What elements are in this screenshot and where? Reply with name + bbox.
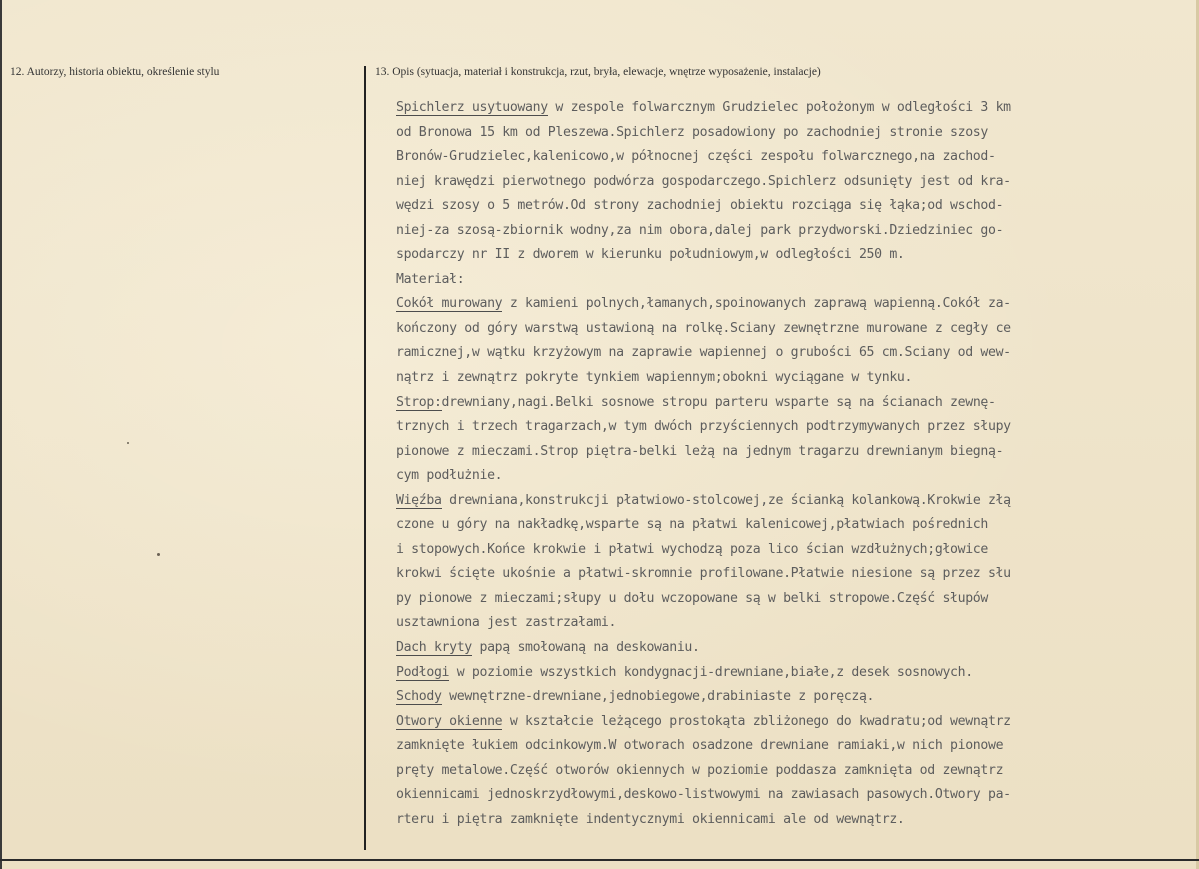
description-line <box>396 440 1186 465</box>
line-text: ramicznej,w wątku krzyżowym na zaprawie wapiennej o grubości 65 cm.Sciany od wew- <box>396 345 1011 361</box>
line-text: wewnętrzne-drewniane,jednobiegowe,drabiniaste z poręczą. <box>441 689 875 705</box>
description-line <box>396 145 1186 170</box>
description-line <box>396 170 1186 195</box>
line-text: i stopowych.Końce krokwie i płatwi wychodzą poza lico ścian wzdłużnych;głowice <box>396 541 988 557</box>
line-text: py pionowe z mieczami;słupy u dołu wczopowane są w belki stropowe.Część słupów <box>396 590 988 606</box>
description-line <box>396 341 1186 366</box>
description-line <box>396 513 1186 538</box>
description-line <box>396 243 1186 268</box>
underlined-heading: Podłogi <box>396 664 450 680</box>
underlined-heading: Otwory okienne <box>396 713 503 729</box>
line-text: usztawniona jest zastrzałami. <box>396 615 617 631</box>
line-text: Materiał: <box>396 271 465 287</box>
line-text: nątrz i zewnątrz pokryte tynkiem wapiennym;obokni wyciągane w tynku. <box>396 370 913 386</box>
description-line <box>396 194 1186 219</box>
line-text: niej-za szosą-zbiornik wodny,za nim obora,dalej park przydworski.Dziedziniec go- <box>396 222 1004 238</box>
description-line <box>396 292 1186 317</box>
description-line <box>396 710 1186 735</box>
description-line <box>396 759 1186 784</box>
description-line <box>396 219 1186 244</box>
description-line <box>396 636 1186 661</box>
description-line <box>396 391 1186 416</box>
description-line <box>396 587 1186 612</box>
bottom-rule <box>0 859 1199 861</box>
line-text: pręty metalowe.Część otworów okiennych w poziomie poddasza zamknięta od zewnątrz <box>396 762 1004 778</box>
underlined-heading: Strop: <box>396 394 442 410</box>
line-text: drewniana,konstrukcji płatwiowo-stolcowej,ze ścianką kolankową.Krokwie złą <box>441 492 1011 508</box>
line-text: Bronów-Grudzielec,kalenicowo,w północnej części zespołu folwarcznego,na zachod- <box>396 149 996 165</box>
line-text: czone u góry na nakładkę,wsparte są na płatwi kalenicowej,płatwiach pośrednich <box>396 517 988 533</box>
description-line <box>396 808 1186 833</box>
line-text: kończony od góry warstwą ustawioną na rolkę.Sciany zewnętrzne murowane z cegły ce <box>396 320 1011 336</box>
line-text: okiennicami jednoskrzydłowymi,deskowo-listwowymi na zawiasach pasowych.Otwory pa- <box>396 787 1011 803</box>
description-line <box>396 317 1186 342</box>
description-line <box>396 464 1186 489</box>
description-line <box>396 415 1186 440</box>
description-line <box>396 366 1186 391</box>
line-text: trznych i trzech tragarzach,w tym dwóch przyściennych podtrzymywanych przez słupy <box>396 419 1011 435</box>
description-line <box>396 661 1186 686</box>
section-12-title: 12. Autorzy, historia obiektu, określenie stylu <box>10 66 220 78</box>
underlined-heading: Dach kryty <box>396 640 472 656</box>
line-text: wędzi szosy o 5 metrów.Od strony zachodniej obiektu rozciąga się łąka;od wschod- <box>396 198 1004 214</box>
paper-speck <box>157 553 160 556</box>
left-margin-border <box>0 0 2 869</box>
line-text: drewniany,nagi.Belki sosnowe stropu parteru wsparte są na ścianach zewnę- <box>441 394 996 410</box>
line-text: cym podłużnie. <box>396 468 503 484</box>
line-text: od Bronowa 15 km od Pleszewa.Spichlerz posadowiony po zachodniej stronie szosy <box>396 124 988 140</box>
description-line <box>396 734 1186 759</box>
paper-speck <box>127 442 129 444</box>
line-text: zamknięte łukiem odcinkowym.W otworach osadzone drewniane ramiaki,w nich pionowe <box>396 738 1004 754</box>
description-line <box>396 611 1186 636</box>
line-text: papą smołowaną na deskowaniu. <box>471 640 700 656</box>
line-text: pionowe z mieczami.Strop piętra-belki leżą na jednym tragarzu drewnianym biegną- <box>396 443 1004 459</box>
underlined-heading: Cokół murowany <box>396 296 503 312</box>
description-line <box>396 783 1186 808</box>
description-line <box>396 121 1186 146</box>
line-text: w poziomie wszystkich kondygnacji-drewniane,białe,z desek sosnowych. <box>449 664 973 680</box>
section-13-title: 13. Opis (sytuacja, materiał i konstrukcja, rzut, bryła, elewacje, wnętrze wyposażenie, instalacje) <box>375 66 821 78</box>
column-divider <box>364 66 366 850</box>
line-text: niej krawędzi pierwotnego podwórza gospodarczego.Spichlerz odsunięty jest od kra- <box>396 173 1011 189</box>
line-text: w kształcie leżącego prostokąta zbliżonego do kwadratu;od wewnątrz <box>502 713 1011 729</box>
underlined-heading: Spichlerz usytuowany <box>396 100 548 115</box>
line-text: rteru i piętra zamknięte indentycznymi okiennicami ale od wewnątrz. <box>396 811 905 827</box>
line-text: spodarczy nr II z dworem w kierunku południowym,w odległości 250 m. <box>396 247 905 263</box>
description-line <box>396 562 1186 587</box>
description-line <box>396 685 1186 710</box>
typed-description <box>396 96 1186 832</box>
line-text: w zespole folwarcznym Grudzielec położonym w odległości 3 km <box>547 100 1011 115</box>
line-text: krokwi ścięte ukośnie a płatwi-skromnie profilowane.Płatwie niesione są przez słu <box>396 566 1011 582</box>
description-line <box>396 538 1186 563</box>
description-line <box>396 268 1186 293</box>
description-line <box>396 489 1186 514</box>
description-line <box>396 96 1186 121</box>
underlined-heading: Schody <box>396 689 442 705</box>
underlined-heading: Więźba <box>396 492 442 508</box>
line-text: z kamieni polnych,łamanych,spoinowanych zaprawą wapienną.Cokół za- <box>502 296 1011 312</box>
